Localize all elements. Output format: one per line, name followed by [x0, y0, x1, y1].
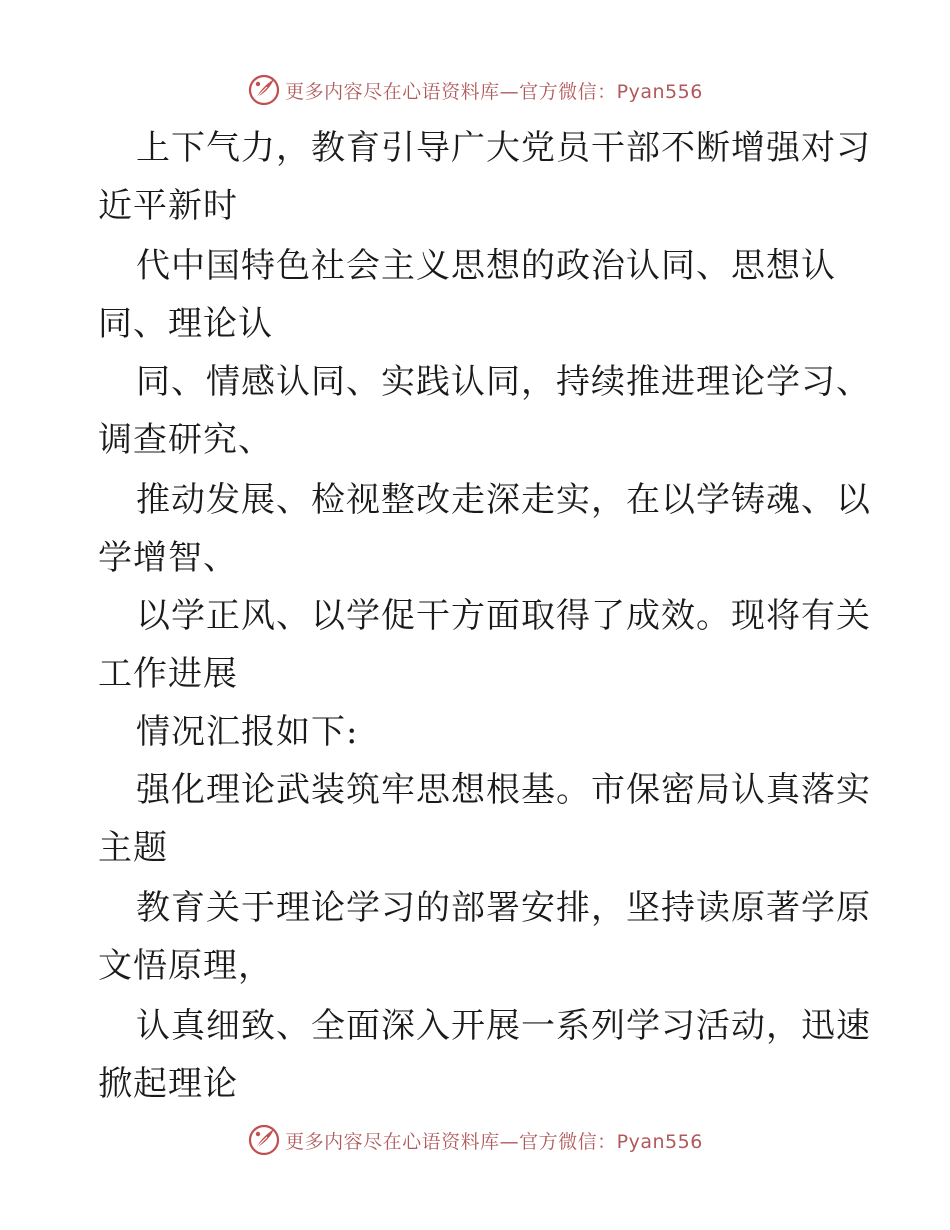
- text-line: 情况汇报如下:: [136, 712, 359, 752]
- text-line: 工作进展: [98, 654, 238, 694]
- text-line: 以学正风、以学促干方面取得了成效。现将有关: [136, 596, 871, 636]
- text-line: 近平新时: [98, 186, 238, 226]
- footer-watermark: [0, 1120, 950, 1160]
- text-line: 代中国特色社会主义思想的政治认同、思想认: [136, 246, 836, 286]
- text-line: 调查研究、: [98, 420, 273, 460]
- footer-watermark-text: 更多内容尽在心语资料库—官方微信：Pyan556: [285, 1130, 703, 1153]
- text-line: 认真细致、全面深入开展一系列学习活动，迅速: [136, 1006, 871, 1046]
- header-watermark: [0, 70, 950, 110]
- text-line: 强化理论武装筑牢思想根基。市保密局认真落实: [136, 770, 871, 810]
- text-line: 学增智、: [98, 538, 238, 578]
- text-line: 文悟原理，: [98, 946, 273, 986]
- text-line: 推动发展、检视整改走深走实，在以学铸魂、以: [136, 480, 871, 520]
- feather-pen-logo-icon: [247, 1123, 281, 1157]
- text-line: 上下气力，教育引导广大党员干部不断增强对习: [136, 128, 871, 168]
- text-line: 掀起理论: [98, 1064, 238, 1104]
- header-watermark-text: 更多内容尽在心语资料库—官方微信：Pyan556: [285, 80, 703, 103]
- text-line: 教育关于理论学习的部署安排，坚持读原著学原: [136, 888, 871, 928]
- text-line: 主题: [98, 828, 168, 868]
- feather-pen-logo-icon: [247, 73, 281, 107]
- text-line: 同、理论认: [98, 304, 273, 344]
- text-line: 同、情感认同、实践认同，持续推进理论学习、: [136, 362, 871, 402]
